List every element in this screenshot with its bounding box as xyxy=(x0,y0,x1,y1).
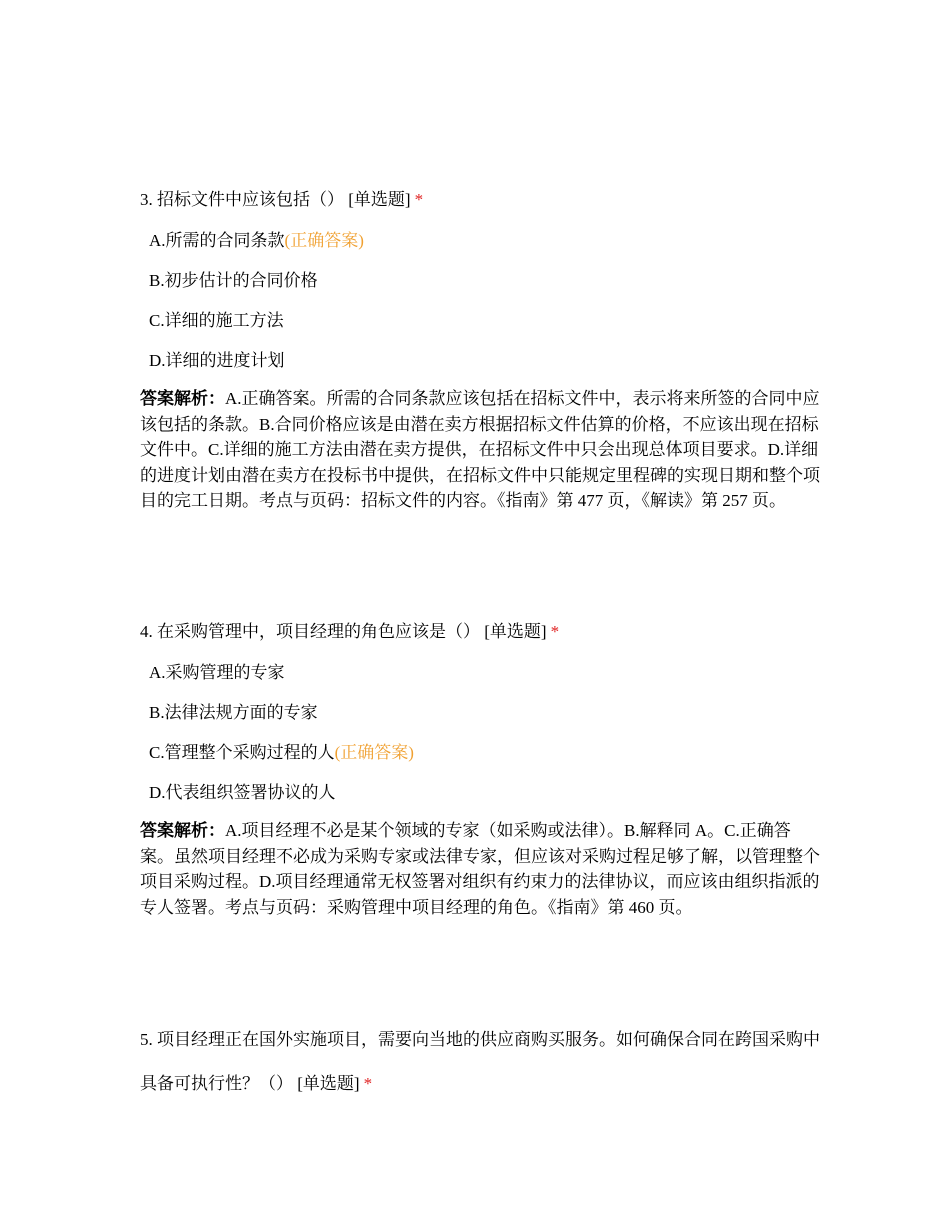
analysis-text: A.正确答案。所需的合同条款应该包括在招标文件中，表示将来所签的合同中应该包括的条款。B.合同价格应该是由潜在卖方根据招标文件估算的价格，不应该出现在招标文件中。C.详细的施工方法由潜在卖方提供，在招标文件中只会出现总体项目要求。D.详细的进度计划由潜在卖方在投标书中提供，在招标文件中只能规定里程碑的实现日期和整个项目的完工日期。考点与页码：招标文件的内容。《指南》第 477 页，《解读》第 257 页。 xyxy=(140,389,820,510)
option-d[interactable]: D.代表组织签署协议的人 xyxy=(149,783,336,802)
question-title: 3. 招标文件中应该包括（） [单选题] * xyxy=(140,190,424,209)
option-d[interactable]: D.详细的进度计划 xyxy=(149,351,285,370)
correct-answer-label: (正确答案) xyxy=(334,743,414,762)
required-mark: * xyxy=(550,622,560,641)
analysis-text: A.项目经理不必是某个领域的专家（如采购或法律）。B.解释同 A。C.正确答案。虽然项目经理不必成为采购专家或法律专家，但应该对采购过程足够了解，以管理整个项目采购过程。D.项目经理通常无权签署对组织有约束力的法律协议，而应该由组织指派的专人签署。考点与页码：采购管理中项目经理的角色。《指南》第 460 页。 xyxy=(140,821,820,917)
option-b[interactable]: B.法律法规方面的专家 xyxy=(149,703,318,722)
answer-analysis xyxy=(140,386,820,514)
answer-analysis xyxy=(140,818,820,920)
question-title: 5. 项目经理正在国外实施项目，需要向当地的供应商购买服务。如何确保合同在跨国采购中具备可执行性？（） [单选题] * xyxy=(140,1030,820,1093)
required-mark: * xyxy=(414,190,424,209)
options-list xyxy=(149,662,820,804)
correct-answer-label: (正确答案) xyxy=(284,231,364,250)
question-title: 4. 在采购管理中，项目经理的角色应该是（） [单选题] * xyxy=(140,622,560,641)
question-4 xyxy=(140,610,820,920)
options-list xyxy=(149,230,820,372)
option-c[interactable]: C.管理整个采购过程的人(正确答案) xyxy=(149,743,414,762)
question-5 xyxy=(140,1018,820,1106)
option-a[interactable]: A.采购管理的专家 xyxy=(149,663,285,682)
analysis-label: 答案解析： xyxy=(140,821,225,840)
option-a[interactable]: A.所需的合同条款(正确答案) xyxy=(149,231,364,250)
required-mark: * xyxy=(363,1074,373,1093)
analysis-label: 答案解析： xyxy=(140,389,225,408)
option-b[interactable]: B.初步估计的合同价格 xyxy=(149,271,318,290)
question-3 xyxy=(140,178,820,514)
option-c[interactable]: C.详细的施工方法 xyxy=(149,311,284,330)
